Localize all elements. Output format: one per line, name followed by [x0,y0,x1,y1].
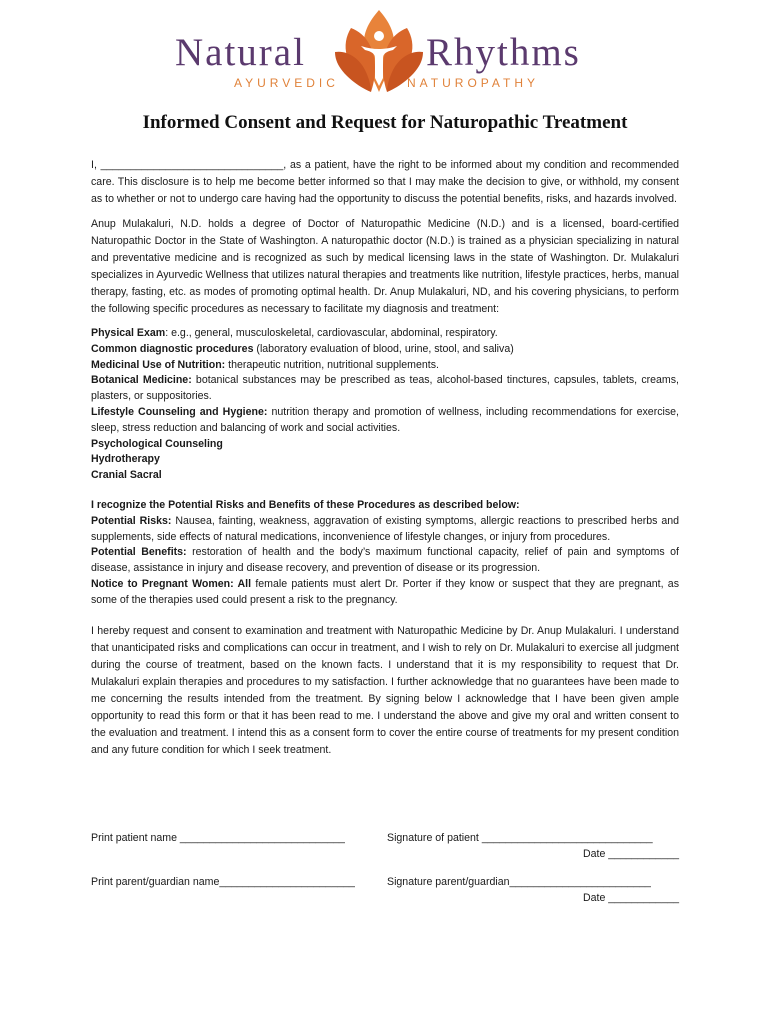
procedure-item [91,373,679,405]
risk-item [91,577,679,609]
logo-word-natural: Natural [175,31,306,74]
procedure-label: Lifestyle Counseling and Hygiene: [91,405,268,418]
logo-word-rhythms: Rhythms [426,31,581,74]
signature-block [91,832,679,912]
procedure-item [91,358,679,374]
procedure-label: Medicinal Use of Nutrition: [91,358,226,371]
risk-item [91,514,679,546]
procedure-item [91,405,679,437]
risk-text: Nausea, fainting, weakness, aggravation of existing symptoms, allergic reactions to prescribed herbs and supplements, side effects of natural medications, inconvenience of lifestyle changes, or injury from procedures. [91,514,679,543]
procedure-label: Psychological Counseling [91,437,223,450]
logo-sub-ayurvedic: AYURVEDIC [234,76,339,90]
procedure-text: : e.g., general, musculoskeletal, cardiovascular, abdominal, respiratory. [165,327,498,339]
risks-heading [91,498,679,514]
print-guardian-name-field[interactable]: Print parent/guardian name_______________________ [91,876,355,888]
consent-paragraph: I hereby request and consent to examination and treatment with Naturopathic Medicine by Dr. Anup Mulakaluri. I understand that unanticipated risks and complications can occur in treatment, and I wish to rely on Dr. Mulakaluri to exercise all judgment during the course of treatment, based on the known facts. I understand that it is my responsibility to request that Dr. Mulakaluri explain therapies and procedures to my satisfaction. I further acknowledge that no guarantees have been made to me concerning the results intended from the treatment. By signing below I acknowledge that I have been given ample opportunity to read this form or that it has been read to me. I understand the above and give my oral and written consent to the evaluation and treatment. I intend this as a consent form to cover the entire course of treatments for my present condition and any future condition for which I seek treatment. [91,624,679,756]
procedure-label: Cranial Sacral [91,469,162,482]
document-body [91,157,679,767]
risks-section [91,498,679,609]
risk-label: Notice to Pregnant Women: All [91,577,252,590]
procedure-item [91,452,679,468]
intro-paragraph: I, _______________________________, as a patient, have the right to be informed about my condition and recommended care. This disclosure is to help me become better informed so that I may make the decision to give, or withhold, my consent as to whether or not to undergo care having had the opportunity to discuss the potential benefits, risks, and hazards involved. [91,159,679,205]
risk-label: Potential Benefits: [91,546,187,559]
date-row [91,892,679,908]
risk-item [91,545,679,577]
doctor-paragraph: Anup Mulakaluri, N.D. holds a degree of Doctor of Naturopathic Medicine (N.D.) and is a licensed, board-certified Naturopathic Doctor in the State of Washington. A naturopathic doctor (N.D.) is trained as a physician specializing in natural and preventative medicine and is recognized as such by medical licensing laws in the state of Washington. Dr. Mulakaluri specializes in Ayurvedic Wellness that utilizes natural therapies and treatments like nutrition, lifestyle practices, herbs, manual therapy, fasting, etc. as modes of promoting optimal health. Dr. Anup Mulakaluri, ND, and his covering physicians, to perform the following specific procedures as necessary to facilitate my diagnosis and treatment: [91,218,679,315]
procedure-item [91,342,679,358]
logo [0,0,770,105]
risk-text: restoration of health and the body’s maximum functional capacity, relief of pain and symptoms of disease, assistance in injury and disease recovery, and prevention of disease or its progression. [91,546,679,575]
procedure-item [91,468,679,484]
procedure-label: Botanical Medicine: [91,374,192,387]
patient-signature-row [91,832,679,848]
procedure-text: nutrition therapy and promotion of wellness, including recommendations for exercise, sleep, stress reduction and balancing of work and social activities. [91,405,680,434]
procedure-text: (laboratory evaluation of blood, urine, stool, and saliva) [253,342,514,355]
date-field[interactable]: Date ____________ [582,892,679,904]
signature-patient-field[interactable]: Signature of patient _____________________________ [387,832,653,844]
guardian-signature-row [91,876,679,892]
date-field[interactable]: Date ____________ [582,848,679,860]
risk-text: female patients must alert Dr. Porter if they know or suspect that they are pregnant, as some of the therapies used could present a risk to the pregnancy. [91,577,679,606]
procedure-text: botanical substances may be prescribed as teas, alcohol-based tinctures, capsules, tablets, creams, plasters, or suppositories. [91,374,679,403]
signature-guardian-field[interactable]: Signature parent/guardian________________________ [387,876,651,888]
procedure-label: Common diagnostic procedures [91,342,254,355]
document-title: Informed Consent and Request for Naturopathic Treatment [142,112,628,133]
risks-heading-text: I recognize the Potential Risks and Benefits of these Procedures as described below: [91,498,520,511]
print-patient-name-field[interactable]: Print patient name ____________________________ [91,832,345,844]
logo-sub-naturopathy: NATUROPATHY [407,76,540,90]
procedure-item [91,326,679,342]
procedure-text: therapeutic nutrition, nutritional supplements. [225,358,439,371]
risk-label: Potential Risks: [91,514,172,527]
procedure-label: Physical Exam [91,327,166,339]
procedure-item [91,437,679,453]
procedure-label: Hydrotherapy [91,453,160,466]
date-row [91,848,679,864]
procedures-list [91,326,679,484]
